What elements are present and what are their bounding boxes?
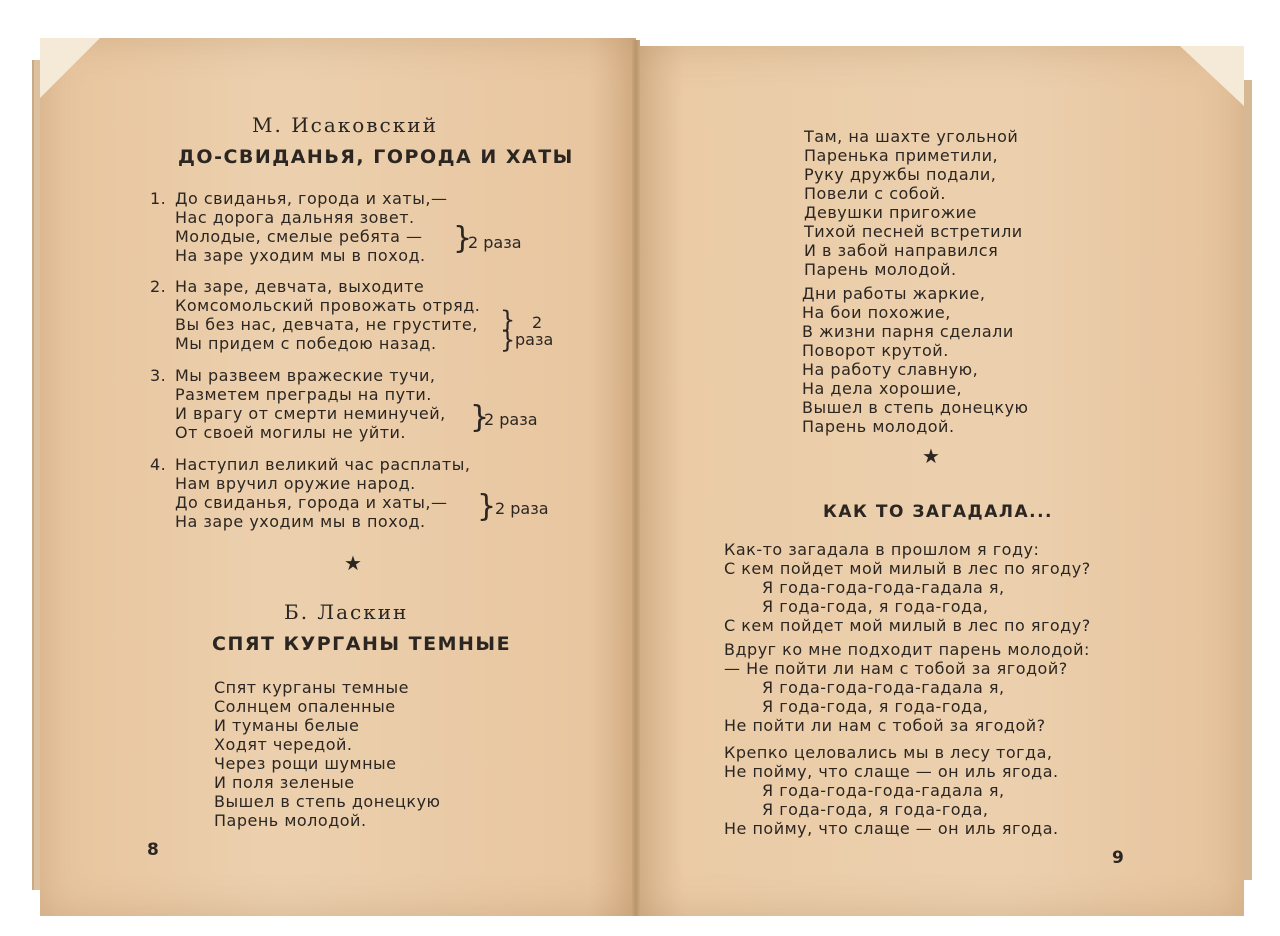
repeat-brace: } [470, 400, 490, 435]
verse-line: На заре уходим мы в поход. [175, 246, 426, 265]
repeat-label: 2 раза [484, 410, 538, 429]
verse-line: Я года-года-года-гадала я, [762, 678, 1005, 697]
star-divider: ★ [344, 551, 362, 575]
verse-line: Я года-года-года-гадала я, [762, 781, 1005, 800]
verse-line: На заре уходим мы в поход. [175, 512, 426, 531]
verse-line: Вышел в степь донецкую [214, 792, 441, 811]
verse-line: Нам вручил оружие народ. [175, 474, 416, 493]
page-number-right: 9 [1112, 848, 1124, 868]
author-laskin: Б. Ласкин [284, 600, 409, 624]
verse-line: До свиданья, города и хаты,— [175, 493, 448, 512]
page-number-left: 8 [147, 840, 159, 860]
verse-line: Солнцем опаленные [214, 697, 396, 716]
stanza-number: 4. [150, 455, 167, 474]
verse-line: Дни работы жаркие, [802, 284, 986, 303]
repeat-label: раза [515, 330, 554, 349]
verse-line: И туманы белые [214, 716, 360, 735]
verse-line: Как-то загадала в прошлом я году: [724, 540, 1040, 559]
verse-line: С кем пойдет мой милый в лес по ягоду? [724, 559, 1091, 578]
verse-line: Мы развеем вражеские тучи, [175, 366, 436, 385]
verse-line: Повели с собой. [804, 184, 946, 203]
verse-line: На бои похожие, [802, 303, 951, 322]
verse-line: Через рощи шумные [214, 754, 397, 773]
song-title-3: КАК ТО ЗАГАДАЛА... [823, 502, 1054, 522]
verse-line: Вы без нас, девчата, не грустите, [175, 315, 478, 334]
verse-line: Не пойму, что слаще — он иль ягода. [724, 762, 1059, 781]
verse-line: Тихой песней встретили [804, 222, 1023, 241]
verse-line: Паренька приметили, [804, 146, 999, 165]
verse-line: До свиданья, города и хаты,— [175, 189, 448, 208]
stanza-number: 3. [150, 366, 167, 385]
verse-line: Нас дорога дальняя зовет. [175, 208, 415, 227]
left-corner-fold [40, 38, 100, 98]
song-title-2: СПЯТ КУРГАНЫ ТЕМНЫЕ [212, 633, 512, 655]
song-title-1: ДО-СВИДАНЬЯ, ГОРОДА И ХАТЫ [178, 146, 574, 168]
verse-line: И врагу от смерти неминучей, [175, 404, 446, 423]
verse-line: Разметем преграды на пути. [175, 385, 432, 404]
repeat-label: 2 раза [468, 233, 522, 252]
verse-line: И в забой направился [804, 241, 999, 260]
stanza-1 [175, 189, 447, 265]
song-2-verse [214, 678, 441, 830]
verse-line: Я года-года, я года-года, [762, 697, 989, 716]
verse-line: Не пойму, что слаще — он иль ягода. [724, 819, 1059, 838]
verse-line: Не пойти ли нам с тобой за ягодой? [724, 716, 1046, 735]
verse-line: Наступил великий час расплаты, [175, 455, 471, 474]
verse-line: На работу славную, [802, 360, 979, 379]
verse-line: От своей могилы не уйти. [175, 423, 407, 442]
verse-line: Вышел в степь донецкую [802, 398, 1029, 417]
verse-line: Поворот крутой. [802, 341, 949, 360]
repeat-brace: } [477, 489, 497, 524]
verse-line: Парень молодой. [804, 260, 957, 279]
repeat-brace: } [500, 326, 516, 354]
verse-line: Комсомольский провожать отряд. [175, 296, 481, 315]
verse-line: Я года-года-года-гадала я, [762, 578, 1005, 597]
verse-line: Парень молодой. [802, 417, 955, 436]
verse-line: И поля зеленые [214, 773, 355, 792]
verse-2 [724, 640, 1090, 735]
stanza-number: 2. [150, 277, 167, 296]
author-isakovsky: М. Исаковский [252, 113, 438, 137]
right-corner-fold [1180, 46, 1244, 106]
verse-line: В жизни парня сделали [802, 322, 1014, 341]
verse-line: Крепко целовались мы в лесу тогда, [724, 743, 1053, 762]
repeat-label: 2 [532, 313, 543, 332]
verse-line: Парень молодой. [214, 811, 367, 830]
verse-line: Вдруг ко мне подходит парень молодой: [724, 640, 1090, 659]
verse-line: Руку дружбы подали, [804, 165, 997, 184]
verse-line: Мы придем с победою назад. [175, 334, 437, 353]
stanza-2 [175, 277, 480, 353]
repeat-label: 2 раза [495, 499, 549, 518]
star-divider: ★ [922, 444, 940, 468]
verse-line: Там, на шахте угольной [804, 127, 1019, 146]
stanza-3 [175, 366, 446, 442]
stanza-number: 1. [150, 189, 167, 208]
stanza-4 [175, 455, 470, 531]
stanza-a [804, 127, 1023, 279]
verse-line: Я года-года, я года-года, [762, 597, 989, 616]
verse-3 [724, 743, 1059, 838]
verse-line: Спят курганы темные [214, 678, 410, 697]
verse-line: Молодые, смелые ребята — [175, 227, 423, 246]
book-spine [632, 40, 640, 916]
verse-line: На заре, девчата, выходите [175, 277, 425, 296]
verse-1 [724, 540, 1091, 635]
verse-line: Девушки пригожие [804, 203, 977, 222]
verse-line: С кем пойдет мой милый в лес по ягоду? [724, 616, 1091, 635]
repeat-brace: } [500, 306, 516, 334]
verse-line: Ходят чередой. [214, 735, 353, 754]
verse-line: На дела хорошие, [802, 379, 963, 398]
stanza-b [802, 284, 1029, 436]
verse-line: — Не пойти ли нам с тобой за ягодой? [724, 659, 1068, 678]
repeat-brace: } [453, 221, 473, 256]
verse-line: Я года-года, я года-года, [762, 800, 989, 819]
